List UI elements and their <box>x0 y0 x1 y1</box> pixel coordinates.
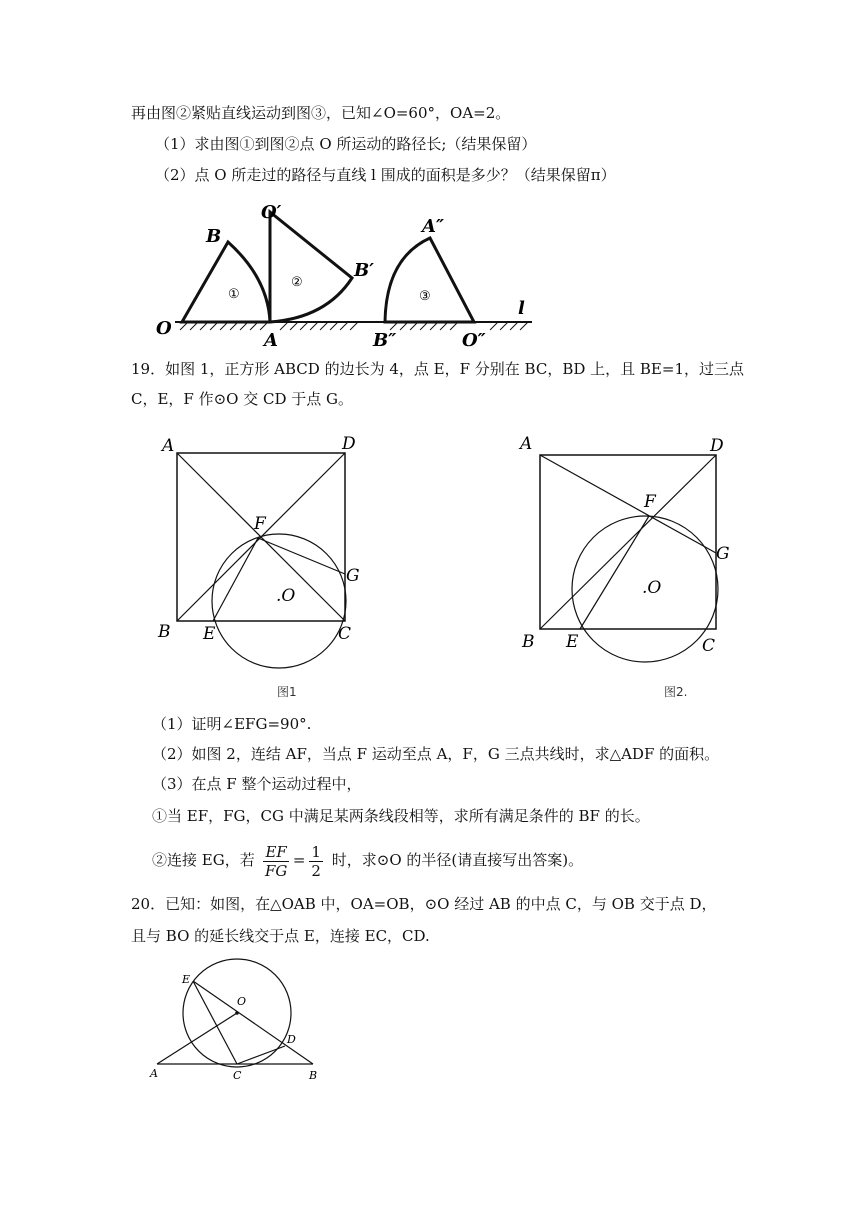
q19-figure-1 <box>150 425 380 675</box>
q19-part1: （1）证明∠EFG=90°. <box>152 715 312 733</box>
q19-part3a: ①当 EF，FG，CG 中满足某两条线段相等，求所有满足条件的 BF 的长。 <box>152 807 650 825</box>
segment-oa <box>157 1013 237 1064</box>
q20-label-A: A <box>150 1067 158 1080</box>
q20-figure <box>145 955 335 1085</box>
sector-3 <box>385 238 474 322</box>
fig1-caption: 图1 <box>277 685 297 699</box>
fig2-caption: 图2. <box>664 685 688 699</box>
fig2-label-A: A <box>520 434 533 454</box>
frac-den: FG <box>264 861 288 880</box>
sector-2 <box>270 212 352 322</box>
fig1-label-E: E <box>203 624 216 644</box>
label-l: l <box>518 298 525 319</box>
label-A-dprime: A″ <box>422 216 445 237</box>
fraction-half <box>309 843 323 880</box>
q19-part2: （2）如图 2，连结 AF，当点 F 运动至点 A，F，G 三点共线时，求△ADF 的面积。 <box>152 745 720 763</box>
q20-label-E: E <box>182 973 191 986</box>
q20-stem-line2: 且与 BO 的延长线交于点 E，连接 EC，CD. <box>131 927 430 945</box>
label-O-dprime: O″ <box>462 330 486 351</box>
point-o <box>235 1011 239 1015</box>
fig2-label-D: D <box>710 436 724 456</box>
fraction-ef-fg <box>263 843 288 880</box>
q19-part3: （3）在点 F 整个运动过程中， <box>152 775 362 793</box>
diagonal-bd <box>540 455 716 629</box>
q20-label-D: D <box>287 1033 296 1046</box>
half-num: 1 <box>311 842 321 861</box>
q19-figure-2 <box>512 425 752 675</box>
q18-figure <box>150 196 550 356</box>
fig2-label-G: G <box>716 544 730 564</box>
q20-stem-line1: 20．已知：如图，在△OAB 中，OA=OB，⊙O 经过 AB 的中点 C，与 OB 交于点 D， <box>131 895 717 913</box>
q18-part2: （2）点 O 所走过的路径与直线 l 围成的面积是多少？（结果保留π） <box>155 166 616 184</box>
fig1-label-C: C <box>338 624 352 644</box>
label-O-prime: O′ <box>261 202 282 223</box>
fig1-label-F: F <box>254 514 266 534</box>
frac-eq: = <box>292 851 306 869</box>
label-B: B <box>206 226 222 247</box>
fig2-label-C: C <box>702 636 716 656</box>
segment-afg <box>540 455 716 553</box>
marker-3: ③ <box>419 289 431 304</box>
frac-num: EF <box>265 842 287 861</box>
segment-fg <box>258 538 345 574</box>
fig2-label-B: B <box>522 632 535 652</box>
fig1-label-D: D <box>342 434 356 454</box>
fig2-label-F: F <box>644 492 656 512</box>
marker-2: ② <box>291 275 303 290</box>
sector-1 <box>182 242 270 322</box>
segment-ef <box>580 516 649 629</box>
segment-eb <box>193 981 313 1064</box>
half-den: 2 <box>311 861 321 880</box>
q18-part1: （1）求由图①到图②点 O 所运动的路径长;（结果保留） <box>155 135 537 153</box>
fig1-label-A: A <box>162 436 175 456</box>
q20-label-O: O <box>237 995 247 1008</box>
fig2-label-O: .O <box>642 578 662 598</box>
q19-part3b-pre: ②连接 EG，若 <box>152 851 255 869</box>
fig1-label-O: .O <box>276 586 296 606</box>
fig1-label-B: B <box>158 622 171 642</box>
label-O: O <box>156 318 172 339</box>
q19-stem-line1: 19．如图 1，正方形 ABCD 的边长为 4，点 E，F 分别在 BC，BD 上，且 BE=1，过三点 <box>131 360 744 378</box>
q19-stem-line2: C，E，F 作⊙O 交 CD 于点 G。 <box>131 390 354 408</box>
label-B-dprime: B″ <box>373 330 397 351</box>
marker-1: ① <box>228 287 240 302</box>
q19-part3b <box>152 838 583 882</box>
q19-part3b-post: 时，求⊙O 的半径(请直接写出答案)。 <box>331 851 584 869</box>
q20-label-B: B <box>309 1069 318 1082</box>
fig1-label-G: G <box>346 566 360 586</box>
q20-label-C: C <box>233 1069 242 1082</box>
q18-intro: 再由图②紧贴直线运动到图③，已知∠O=60°，OA=2。 <box>131 104 511 122</box>
label-B-prime: B′ <box>354 260 374 281</box>
fig2-label-E: E <box>566 632 579 652</box>
label-A: A <box>264 330 278 351</box>
